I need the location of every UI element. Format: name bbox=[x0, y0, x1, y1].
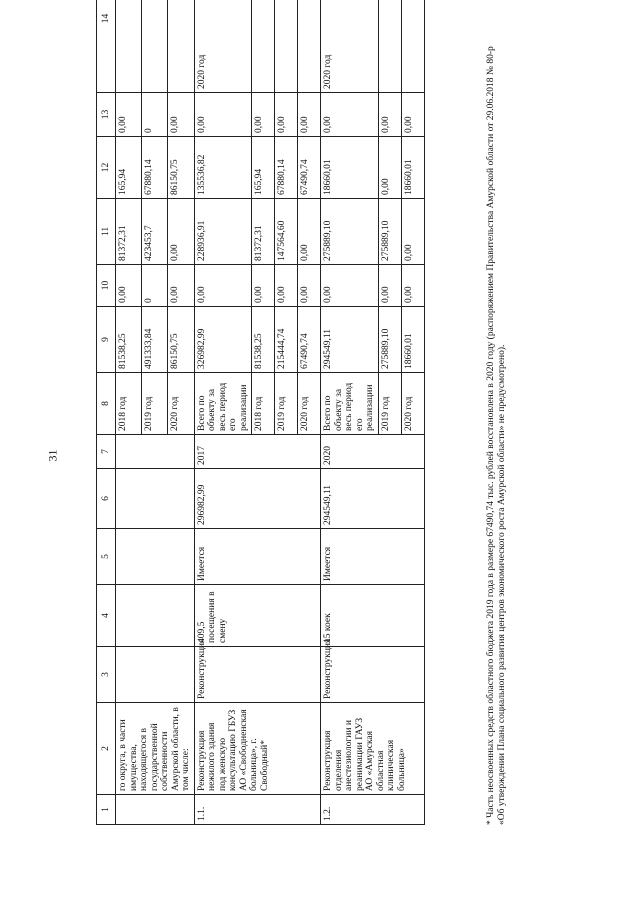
c13-cell: 0,00 bbox=[401, 93, 424, 137]
obj-capacity: 409,5 посещения в смену bbox=[194, 585, 321, 647]
c10-cell: 0,00 bbox=[298, 265, 321, 307]
obj-type: Реконструкция bbox=[321, 647, 425, 703]
c14-cell bbox=[142, 0, 168, 93]
year-cell: 2019 год bbox=[275, 373, 298, 435]
c10-cell: 0,00 bbox=[401, 265, 424, 307]
col-8-header: 8 bbox=[97, 373, 116, 435]
c10-cell: 0,00 bbox=[321, 265, 379, 307]
year-cell: 2019 год bbox=[142, 373, 168, 435]
col-3-header: 3 bbox=[97, 647, 116, 703]
c11-cell: 0,00 bbox=[168, 199, 194, 265]
cell-num bbox=[116, 795, 195, 825]
c12-cell: 67880,14 bbox=[275, 137, 298, 199]
c14-cell bbox=[168, 0, 194, 93]
c9-cell: 18660,01 bbox=[401, 307, 424, 373]
c12-cell: 67490,74 bbox=[298, 137, 321, 199]
obj-name: Реконструкция отделения анестезиологии и реанимации ГАУЗ АО «Амурская областная клиническая больница» bbox=[321, 703, 425, 795]
c12-cell: 165,94 bbox=[116, 137, 142, 199]
obj-doc: Имеется bbox=[321, 529, 425, 585]
c10-cell: 0 bbox=[142, 265, 168, 307]
c13-cell: 0,00 bbox=[116, 93, 142, 137]
footnote: * Часть неосвоенных средств областного бюджета 2019 года в размере 67490,74 тыс. рублей восстановлена в 2020 году (распоряжением Правительства Амурской области от 29.06.2018 № 80-р «Об утверждении Плана социального развития центров экономического роста Амурской области» не предусмотрено). bbox=[486, 46, 507, 825]
c13-cell: 0,00 bbox=[275, 93, 298, 137]
c12-cell: 67880,14 bbox=[142, 137, 168, 199]
table-area bbox=[96, 13, 476, 825]
c10-cell: 0,00 bbox=[275, 265, 298, 307]
c13-cell: 0,00 bbox=[298, 93, 321, 137]
obj-num: 1.2. bbox=[321, 795, 425, 825]
c10-cell: 0,00 bbox=[168, 265, 194, 307]
c14-cell bbox=[116, 0, 142, 93]
c12-cell: 165,94 bbox=[252, 137, 275, 199]
c11-cell: 0,00 bbox=[298, 199, 321, 265]
c11-cell: 81372,31 bbox=[252, 199, 275, 265]
year-cell: Всего по объекту за весь период его реализации bbox=[321, 373, 379, 435]
c11-cell: 423453,7 bbox=[142, 199, 168, 265]
header-row bbox=[97, 0, 116, 825]
c9-cell: 81538,25 bbox=[252, 307, 275, 373]
c14-cell bbox=[298, 0, 321, 93]
year-cell: 2020 год bbox=[401, 373, 424, 435]
c11-cell: 275889,10 bbox=[321, 199, 379, 265]
c10-cell: 0,00 bbox=[116, 265, 142, 307]
col-2-header: 2 bbox=[97, 703, 116, 795]
c11-cell: 0,00 bbox=[401, 199, 424, 265]
col-13-header: 13 bbox=[97, 93, 116, 137]
obj-year-start: 2020 bbox=[321, 435, 425, 469]
col-14-header: 14 bbox=[97, 0, 116, 93]
col-11-header: 11 bbox=[97, 199, 116, 265]
col-9-header: 9 bbox=[97, 307, 116, 373]
obj-type: Реконструкция bbox=[194, 647, 321, 703]
c11-cell: 275889,10 bbox=[378, 199, 401, 265]
cell bbox=[116, 435, 195, 469]
c14-cell bbox=[378, 0, 401, 93]
obj-num: 1.1. bbox=[194, 795, 321, 825]
col-10-header: 10 bbox=[97, 265, 116, 307]
c10-cell: 0,00 bbox=[194, 265, 252, 307]
c11-cell: 228936,91 bbox=[194, 199, 252, 265]
c9-cell: 294549,11 bbox=[321, 307, 379, 373]
cell bbox=[116, 529, 195, 585]
year-cell: 2018 год bbox=[252, 373, 275, 435]
c9-cell: 275889,10 bbox=[378, 307, 401, 373]
c12-cell: 18660,01 bbox=[321, 137, 379, 199]
c14-cell: 2020 год bbox=[194, 0, 252, 93]
c14-cell bbox=[401, 0, 424, 93]
obj-year-start: 2017 bbox=[194, 435, 321, 469]
c9-cell: 215444,74 bbox=[275, 307, 298, 373]
obj-capacity: 15 коек bbox=[321, 585, 425, 647]
year-cell: 2020 год bbox=[168, 373, 194, 435]
c9-cell: 86150,75 bbox=[168, 307, 194, 373]
table-row bbox=[321, 0, 379, 825]
c12-cell: 0,00 bbox=[378, 137, 401, 199]
table-row bbox=[116, 0, 142, 825]
col-6-header: 6 bbox=[97, 469, 116, 529]
c12-cell: 86150,75 bbox=[168, 137, 194, 199]
c10-cell: 0,00 bbox=[378, 265, 401, 307]
c11-cell: 81372,31 bbox=[116, 199, 142, 265]
obj-cost: 294549,11 bbox=[321, 469, 425, 529]
c12-cell: 135536,82 bbox=[194, 137, 252, 199]
c13-cell: 0,00 bbox=[252, 93, 275, 137]
c14-cell bbox=[275, 0, 298, 93]
c9-cell: 491333,84 bbox=[142, 307, 168, 373]
table-rotator bbox=[96, 13, 476, 825]
c13-cell: 0,00 bbox=[168, 93, 194, 137]
col-4-header: 4 bbox=[97, 585, 116, 647]
c11-cell: 147564,60 bbox=[275, 199, 298, 265]
c13-cell: 0 bbox=[142, 93, 168, 137]
c9-cell: 81538,25 bbox=[116, 307, 142, 373]
c13-cell: 0,00 bbox=[321, 93, 379, 137]
year-cell: Всего по объекту за весь период его реализации bbox=[194, 373, 252, 435]
c12-cell: 18660,01 bbox=[401, 137, 424, 199]
c13-cell: 0,00 bbox=[378, 93, 401, 137]
c13-cell: 0,00 bbox=[194, 93, 252, 137]
col-7-header: 7 bbox=[97, 435, 116, 469]
obj-cost: 296982,99 bbox=[194, 469, 321, 529]
c10-cell: 0,00 bbox=[252, 265, 275, 307]
obj-name: Реконструкция нежилого здания под женскую консультацию ГБУЗ АО «Свободненская больница», г. Свободный* bbox=[194, 703, 321, 795]
page-number: 31 bbox=[45, 449, 60, 462]
col-12-header: 12 bbox=[97, 137, 116, 199]
table-row bbox=[194, 0, 252, 825]
obj-doc: Имеется bbox=[194, 529, 321, 585]
c14-cell bbox=[252, 0, 275, 93]
footnote-rotator bbox=[486, 45, 516, 825]
cell bbox=[116, 647, 195, 703]
investment-table bbox=[96, 0, 425, 825]
cell bbox=[116, 585, 195, 647]
c14-cell: 2020 год bbox=[321, 0, 379, 93]
col-1-header: 1 bbox=[97, 795, 116, 825]
year-cell: 2020 год bbox=[298, 373, 321, 435]
col-5-header: 5 bbox=[97, 529, 116, 585]
year-cell: 2019 год bbox=[378, 373, 401, 435]
c9-cell: 67490,74 bbox=[298, 307, 321, 373]
cell bbox=[116, 469, 195, 529]
c9-cell: 326982,99 bbox=[194, 307, 252, 373]
cont-name: го округа, в части имущества, находящегося в государственной собственности Амурской области, в том числе: bbox=[116, 703, 195, 795]
year-cell: 2018 год bbox=[116, 373, 142, 435]
